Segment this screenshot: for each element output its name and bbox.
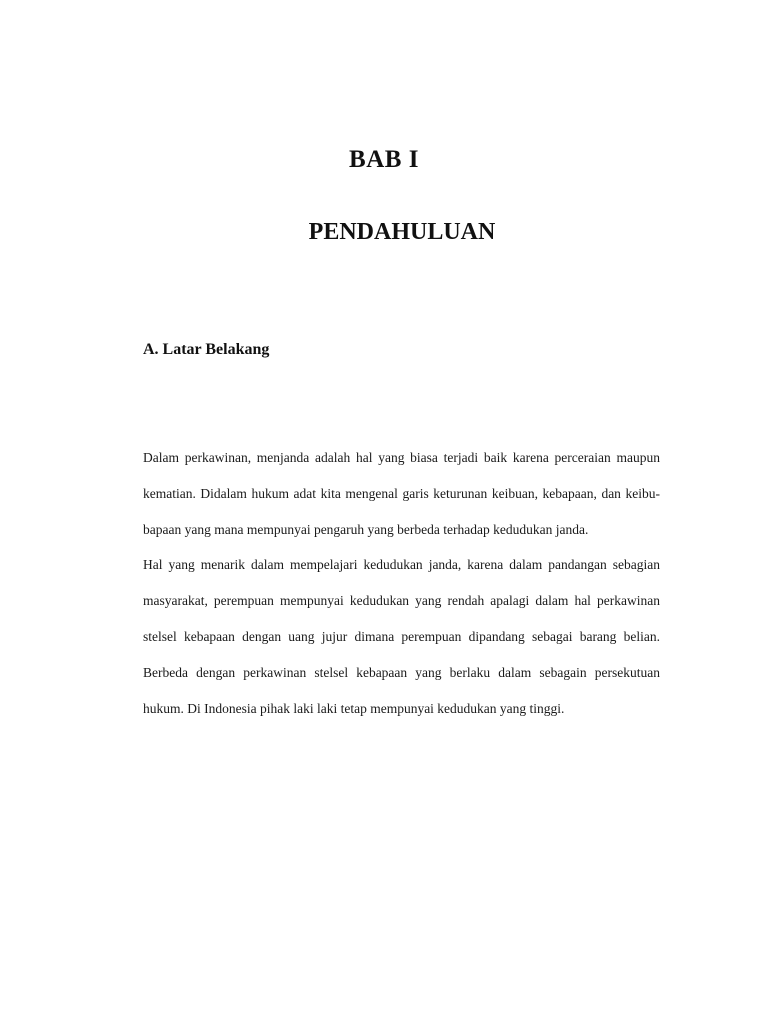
body-text xyxy=(143,440,660,726)
paragraph-2: Hal yang menarik dalam mempelajari kedudukan janda, karena dalam pandangan sebagian masyarakat, perempuan mempunyai kedudukan yang rendah apalagi dalam hal perkawinan stelsel kebapaan dengan uang jujur dimana perempuan dipandang sebagai barang belian. Berbeda dengan perkawinan stelsel kebapaan yang berlaku dalam sebagain persekutuan hukum. Di Indonesia pihak laki laki tetap mempunyai kedudukan yang tinggi. xyxy=(143,557,660,716)
paragraph-1: Dalam perkawinan, menjanda adalah hal yang biasa terjadi baik karena perceraian maupun kematian. Didalam hukum adat kita mengenal garis keturunan keibuan, kebapaan, dan keibu-bapaan yang mana mempunyai pengaruh yang berbeda terhadap kedudukan janda. xyxy=(143,450,660,537)
chapter-number: BAB I xyxy=(349,146,419,173)
chapter-title: PENDAHULUAN xyxy=(308,219,496,245)
section-heading: A. Latar Belakang xyxy=(143,341,270,358)
